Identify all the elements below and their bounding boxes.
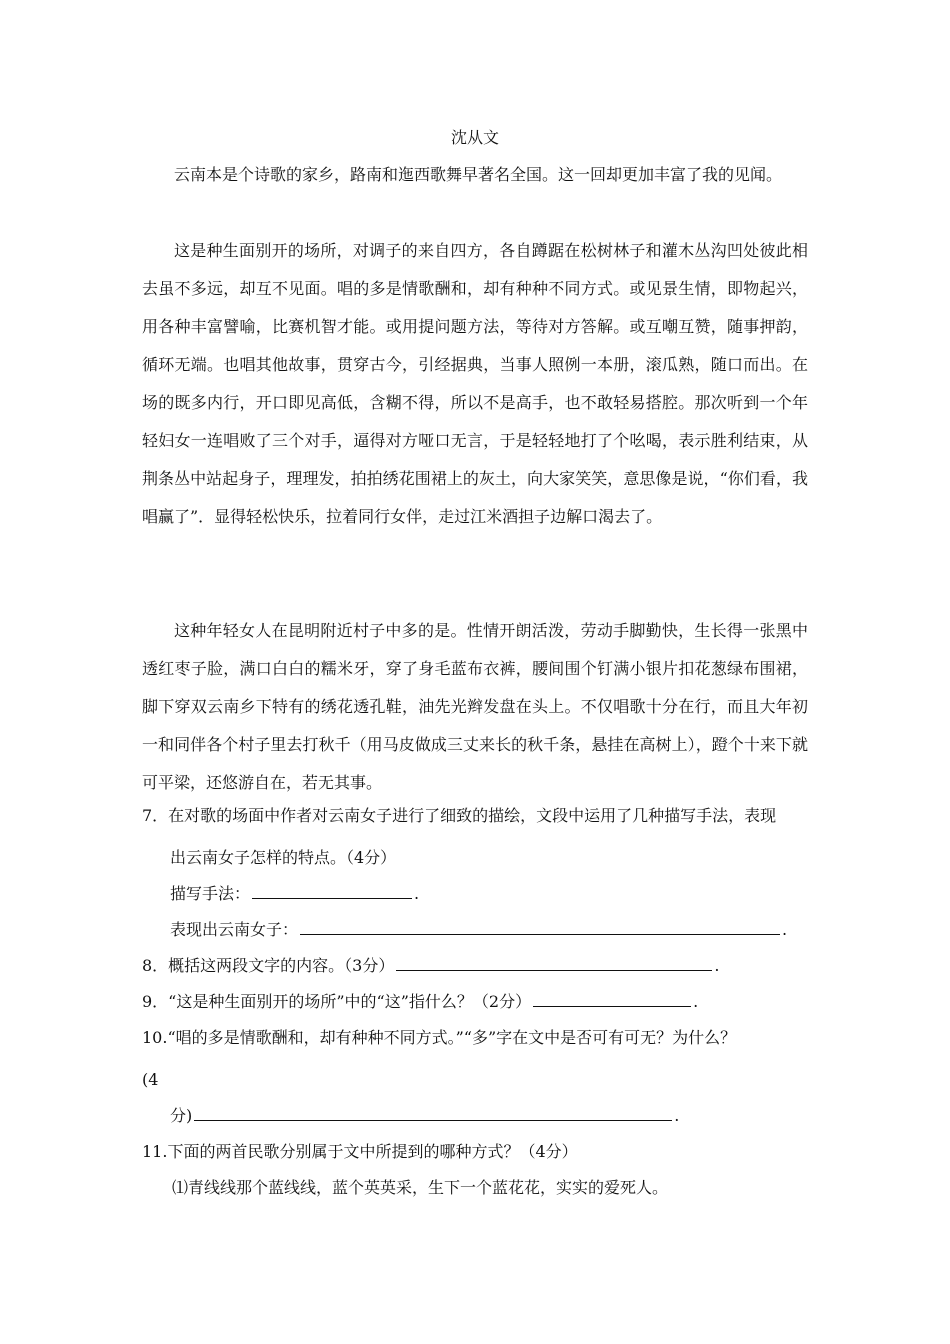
answer-blank-7b[interactable] <box>300 916 780 935</box>
question-8 <box>142 952 808 980</box>
question-9-text: 9．“这是种生面别开的场所”中的“这”指什么？（2分） <box>142 992 532 1011</box>
question-8-text: 8．概括这两段文字的内容。（3分） <box>142 956 395 975</box>
paragraph-3: 这种年轻女人在昆明附近村子中多的是。性情开朗活泼，劳动手脚勤快，生长得一张黑中透红枣子脸，满口白白的糯米牙，穿了身毛蓝布衣裤，腰间围个钉满小银片扣花葱绿布围裙，脚下穿双云南乡下特有的绣花透孔鞋，油先光辫发盘在头上。不仅唱歌十分在行，而且大年初一和同伴各个村子里去打秋千（用马皮做成三丈来长的秋千条，悬挂在高树上），蹬个十来下就可平梁，还悠游自在，若无其事。 <box>142 621 808 792</box>
blank-period: . <box>674 1106 680 1125</box>
question-10-answer <box>170 1102 679 1130</box>
blank-period: . <box>714 956 720 975</box>
answer-blank-10[interactable] <box>194 1102 672 1121</box>
paragraph-2: 这是种生面别开的场所，对调子的来自四方，各自蹲踞在松树林子和灌木丛沟凹处彼此相去虽不多远，却互不见面。唱的多是情歌酬和，却有种种不同方式。或见景生情，即物起兴，用各种丰富譬喻，比赛机智才能。或用提问题方法，等待对方答解。或互嘲互赞，随事押韵，循环无端。也唱其他故事，贯穿古今，引经据典，当事人照例一本册，滚瓜熟，随口而出。在场的既多内行，开口即见高低，含糊不得，所以不是高手，也不敢轻易搭腔。那次听到一个年轻妇女一连唱败了三个对手，逼得对方哑口无言，于是轻轻地打了个吆喝，表示胜利结束，从荆条丛中站起身子，理理发，拍拍绣花围裙上的灰土，向大家笑笑，意思像是说，“你们看，我唱赢了”．显得轻松快乐，拉着同行女伴，走过江米酒担子边解口渴去了。 <box>142 241 808 526</box>
question-7-line-1: 7．在对歌的场面中作者对云南女子进行了细致的描绘，文段中运用了几种描写手法，表现 <box>142 806 777 825</box>
paragraph-1: 云南本是个诗歌的家乡，路南和迤西歌舞早著名全国。这一回却更加丰富了我的见闻。 <box>174 165 783 184</box>
answer-blank-8[interactable] <box>396 952 712 971</box>
question-11: 11.下面的两首民歌分别属于文中所提到的哪种方式？（4分） <box>142 1142 578 1161</box>
question-7-answer-a <box>170 880 419 908</box>
question-10-line-3: 分) <box>170 1106 193 1125</box>
question-7-label-b: 表现出云南女子： <box>170 920 299 939</box>
question-10-line-1: 10.“唱的多是情歌酬和，却有种种不同方式。”“多”字在文中是否可有可无？为什么？ <box>142 1028 737 1047</box>
question-7-label-a: 描写手法： <box>170 884 251 903</box>
blank-period: . <box>782 920 788 939</box>
answer-blank-7a[interactable] <box>252 880 412 899</box>
question-7-line-2: 出云南女子怎样的特点。（4分） <box>170 848 397 867</box>
question-10-line-2: (4 <box>142 1070 159 1089</box>
question-9 <box>142 988 808 1016</box>
question-7-answer-b <box>170 916 787 944</box>
author-name: 沈从文 <box>450 128 499 147</box>
blank-period: . <box>693 992 699 1011</box>
blank-period: . <box>414 884 420 903</box>
answer-blank-9[interactable] <box>533 988 691 1007</box>
question-11-item-1: ⑴青线线那个蓝线线，蓝个英英采，生下一个蓝花花，实实的爱死人。 <box>172 1178 669 1197</box>
